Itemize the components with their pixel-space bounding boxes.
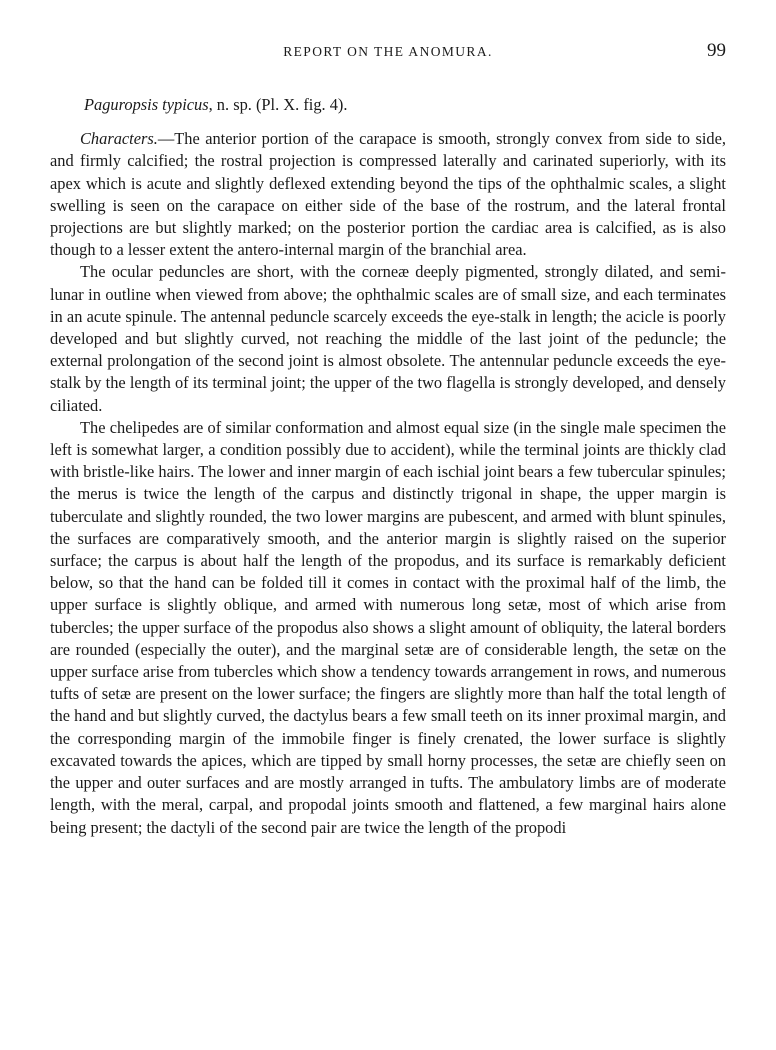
running-title: REPORT ON THE ANOMURA. (283, 44, 493, 59)
paragraph-lead: Characters. (80, 129, 158, 149)
paragraph-characters (50, 128, 726, 261)
species-name: Paguropsis typicus (84, 95, 209, 114)
paragraph-text: The ocular peduncles are short, with the corneæ deeply pigmented, strongly dilated, and semi-lunar in outline when viewed from above; the ophthalmic scales are of small size, and each terminates in an acute spinule. The antennal peduncle scarcely exceeds the eye-stalk in length; the acicle is poorly developed and but slightly curved, not reaching the middle of the last joint of the peduncle; the external prolongation of the second joint is almost obsolete. The antennular peduncle exceeds the eye-stalk by the length of its terminal joint; the upper of the two flagella is strongly developed, and densely ciliated. (50, 262, 726, 415)
running-header (50, 40, 726, 68)
page-number: 99 (707, 40, 726, 61)
paragraph-ocular-peduncles (50, 261, 726, 416)
paragraph-text: The chelipedes are of similar conformation and almost equal size (in the single male specimen the left is somewhat larger, a condition possibly due to accident), while the terminal joints are thickly clad with bristle-like hairs. The lower and inner margin of each ischial joint bears a few tubercular spinules; the merus is twice the length of the carpus and distinctly trigonal in shape, the upper margin is tuberculate and slightly rounded, the two lower margins are pubescent, and armed with blunt spinules, the surfaces are comparatively smooth, and the anterior margin is slightly raised on the superior surface; the carpus is about half the length of the propodus, and its surface is remarkably deficient below, so that the hand can be folded till it comes in contact with the proximal half of the limb, the upper surface is slightly oblique, and armed with numerous long setæ, most of which arise from tubercles; the upper surface of the propodus also shows a slight amount of obliquity, the lateral borders are rounded (especially the outer), and the marginal setæ are of considerable length, the setæ on the upper surface arise from tubercles which show a tendency towards arrangement in rows, and numerous tufts of setæ are present on the lower surface; the fingers are slightly more than half the total length of the hand and but slightly curved, the dactylus bears a few small teeth on its inner proximal margin, and the corresponding margin of the immobile finger is finely crenated, the lower surface is slightly excavated towards the apices, which are tipped by small horny processes, the setæ are chiefly seen on the upper and outer surfaces and are mostly arranged in tufts. The ambulatory limbs are of moderate length, with the meral, carpal, and propodal joints smooth and flattened, a few marginal hairs alone being present; the dactyli of the second pair are twice the length of the propodi (50, 417, 726, 837)
species-reference: , n. sp. (Pl. X. fig. 4). (208, 95, 348, 114)
paragraph-text: —The anterior portion of the carapace is smooth, strongly convex from side to side, and firmly calcified; the rostral projection is compressed laterally and carinated superiorly, with its apex which is acute and slightly deflexed extending beyond the tips of the ophthalmic scales, a slight swelling is seen on the carapace on either side of the base of the rostrum, and the lateral frontal projections are but slightly marked; on the posterior portion the cardiac area is calcified, as is also though to a lesser extent the antero-internal margin of the branchial area. (50, 129, 726, 260)
body-text (50, 94, 726, 839)
species-heading (84, 94, 726, 116)
paragraph-chelipedes (50, 417, 726, 839)
